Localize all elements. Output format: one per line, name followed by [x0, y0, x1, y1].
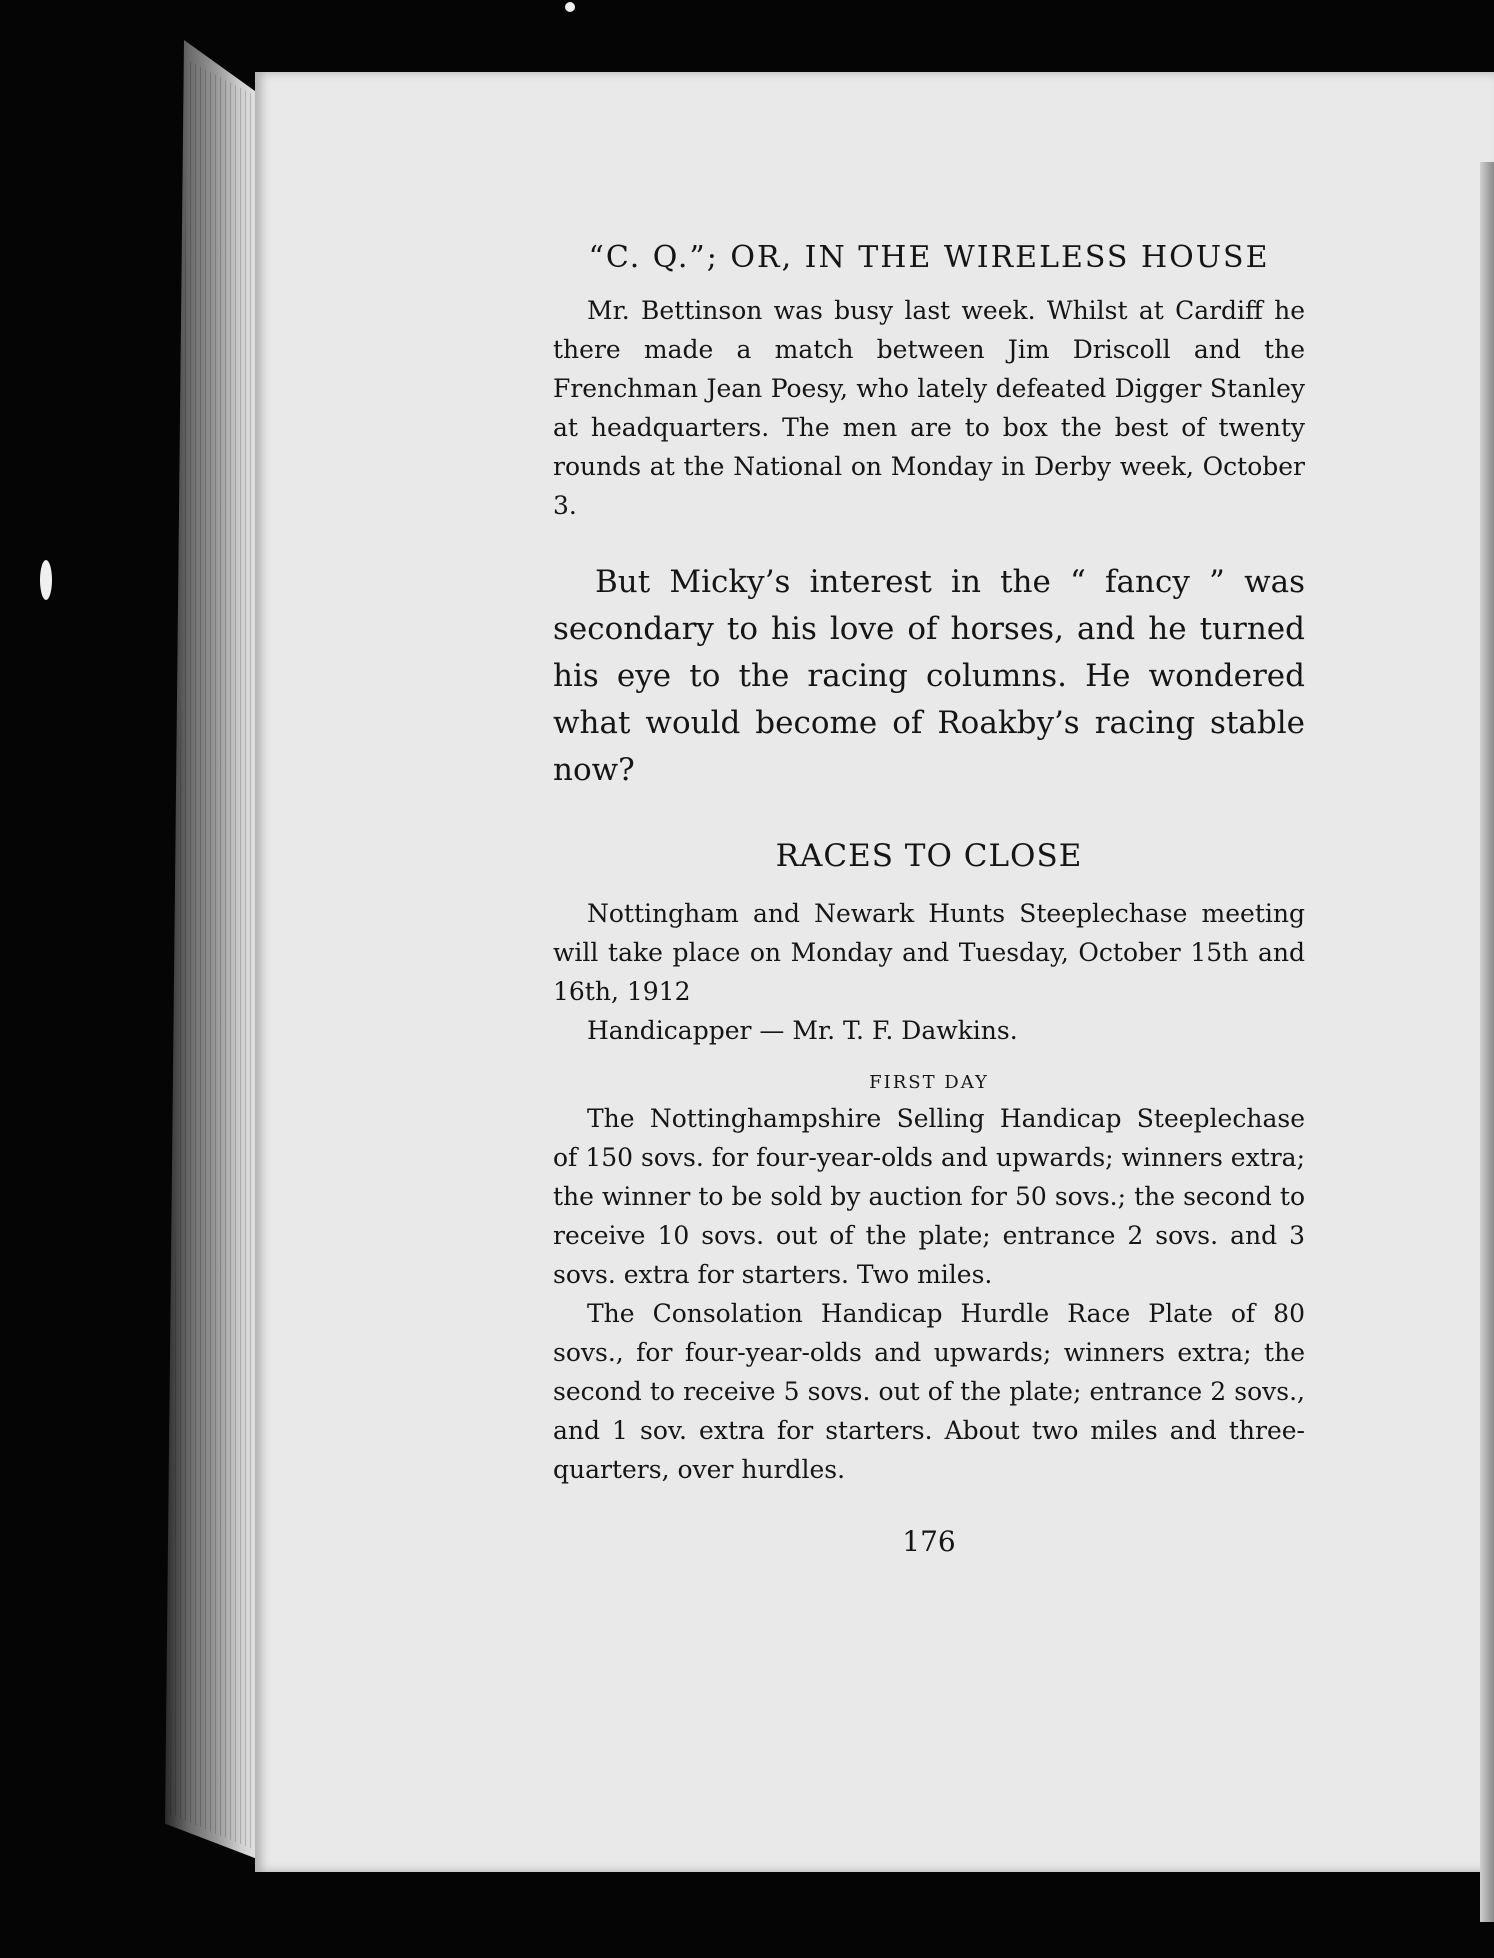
paragraph-meeting: Nottingham and Newark Hunts Steeplechase meeting will take place on Monday and Tuesday, October 15th and 16th, 1912	[553, 899, 1305, 1006]
scan-artifact	[565, 2, 575, 12]
running-head: “C. Q.”; OR, IN THE WIRELESS HOUSE	[588, 240, 1270, 275]
right-page-edge	[1480, 162, 1494, 1922]
paragraph-selling-handicap: The Nottinghampshire Selling Handicap Steeplechase of 150 sovs. for four-year-olds and upwards; winners extra; the winner to be sold by auction for 50 sovs.; the second to receive 10 sovs. out of the plate; entrance 2 sovs. and 3 sovs. extra for starters. Two miles.	[553, 1104, 1305, 1289]
section-heading: RACES TO CLOSE	[775, 838, 1083, 874]
paragraph-micky: But Micky’s interest in the “ fancy ” was secondary to his love of horses, and he turned his eye to the racing columns. He wondered what would become of Roakby’s racing stable now?	[553, 564, 1305, 788]
paragraph-bettinson: Mr. Bettinson was busy last week. Whilst at Cardiff he there made a match between Jim Driscoll and the Frenchman Jean Poesy, who lately defeated Digger Stanley at headquarters. The men are to box the best of twenty rounds at the National on Monday in Derby week, October 3.	[553, 296, 1305, 520]
text-block	[553, 240, 1305, 1558]
paragraph-consolation-hurdle: The Consolation Handicap Hurdle Race Plate of 80 sovs., for four-year-olds and upwards; winners extra; the second to receive 5 sovs. out of the plate; entrance 2 sovs., and 1 sov. extra for starters. About two miles and three-quarters, over hurdles.	[553, 1299, 1305, 1484]
subheading-first-day: FIRST DAY	[869, 1072, 989, 1093]
scan-artifact	[40, 560, 52, 600]
handicapper-line: Handicapper — Mr. T. F. Dawkins.	[587, 1016, 1018, 1045]
page-number: 176	[902, 1525, 956, 1558]
